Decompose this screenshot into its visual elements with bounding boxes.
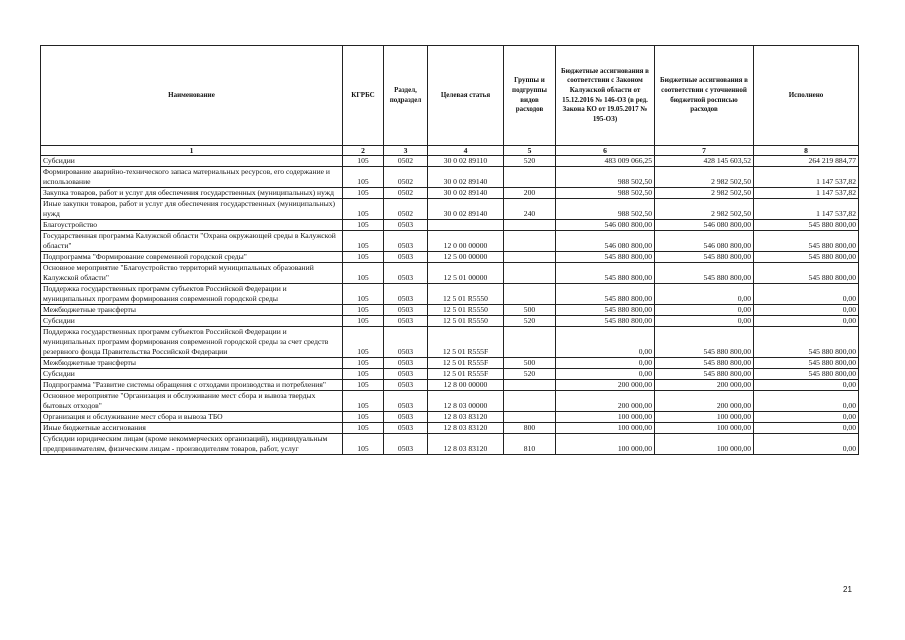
cell-group: 520 bbox=[504, 316, 556, 327]
cell-group bbox=[504, 252, 556, 263]
cell-group: 520 bbox=[504, 369, 556, 380]
table-row bbox=[41, 263, 859, 284]
column-number: 3 bbox=[384, 146, 428, 156]
cell-executed: 1 147 537,82 bbox=[754, 199, 859, 220]
cell-executed: 0,00 bbox=[754, 412, 859, 423]
header-law-allocations: Бюджетные ассигнования в соответствии с Законом Калужской области от 15.12.2016 № 146-ОЗ (в ред. Закона КО от 19.05.2017 № 195-ОЗ) bbox=[556, 46, 655, 146]
cell-executed: 0,00 bbox=[754, 423, 859, 434]
page-number: 21 bbox=[843, 585, 852, 594]
header-target: Целевая статья bbox=[428, 46, 504, 146]
cell-target: 12 5 00 00000 bbox=[428, 252, 504, 263]
cell-executed: 0,00 bbox=[754, 305, 859, 316]
cell-law-allocations: 988 502,50 bbox=[556, 188, 655, 199]
cell-target: 12 5 01 00000 bbox=[428, 263, 504, 284]
cell-name: Межбюджетные трансферты bbox=[41, 358, 343, 369]
table-row bbox=[41, 199, 859, 220]
table-body bbox=[41, 146, 859, 455]
column-number-row bbox=[41, 146, 859, 156]
table-row bbox=[41, 252, 859, 263]
column-number: 6 bbox=[556, 146, 655, 156]
cell-group bbox=[504, 231, 556, 252]
cell-target: 12 5 01 R555F bbox=[428, 327, 504, 358]
cell-group: 810 bbox=[504, 434, 556, 455]
cell-section: 0502 bbox=[384, 188, 428, 199]
table-row bbox=[41, 156, 859, 167]
cell-law-allocations: 100 000,00 bbox=[556, 423, 655, 434]
header-refined-allocations: Бюджетные ассигнования в соответствии с уточненной бюджетной росписью расходов bbox=[655, 46, 754, 146]
column-number: 7 bbox=[655, 146, 754, 156]
column-number: 1 bbox=[41, 146, 343, 156]
cell-executed: 0,00 bbox=[754, 434, 859, 455]
cell-kgrbs: 105 bbox=[343, 327, 384, 358]
table-row bbox=[41, 412, 859, 423]
cell-refined-allocations: 200 000,00 bbox=[655, 391, 754, 412]
cell-kgrbs: 105 bbox=[343, 316, 384, 327]
cell-section: 0503 bbox=[384, 252, 428, 263]
cell-group bbox=[504, 167, 556, 188]
cell-section: 0503 bbox=[384, 412, 428, 423]
cell-kgrbs: 105 bbox=[343, 391, 384, 412]
cell-law-allocations: 200 000,00 bbox=[556, 380, 655, 391]
cell-section: 0502 bbox=[384, 156, 428, 167]
cell-group bbox=[504, 380, 556, 391]
cell-refined-allocations: 200 000,00 bbox=[655, 380, 754, 391]
cell-group bbox=[504, 391, 556, 412]
cell-law-allocations: 483 009 066,25 bbox=[556, 156, 655, 167]
cell-kgrbs: 105 bbox=[343, 167, 384, 188]
cell-target: 12 8 00 00000 bbox=[428, 380, 504, 391]
table-row bbox=[41, 167, 859, 188]
cell-refined-allocations: 0,00 bbox=[655, 305, 754, 316]
cell-section: 0503 bbox=[384, 284, 428, 305]
cell-law-allocations: 200 000,00 bbox=[556, 391, 655, 412]
cell-group bbox=[504, 327, 556, 358]
cell-law-allocations: 545 880 800,00 bbox=[556, 316, 655, 327]
table-header bbox=[41, 46, 859, 146]
cell-refined-allocations: 545 880 800,00 bbox=[655, 263, 754, 284]
cell-executed: 0,00 bbox=[754, 380, 859, 391]
cell-law-allocations: 545 880 800,00 bbox=[556, 263, 655, 284]
cell-name: Субсидии bbox=[41, 316, 343, 327]
cell-law-allocations: 0,00 bbox=[556, 358, 655, 369]
cell-kgrbs: 105 bbox=[343, 434, 384, 455]
cell-target: 30 0 02 89140 bbox=[428, 167, 504, 188]
header-section: Раздел, подраздел bbox=[384, 46, 428, 146]
header-kgrbs: КГРБС bbox=[343, 46, 384, 146]
cell-target: 12 5 01 R555F bbox=[428, 369, 504, 380]
cell-kgrbs: 105 bbox=[343, 423, 384, 434]
cell-refined-allocations: 545 880 800,00 bbox=[655, 327, 754, 358]
cell-kgrbs: 105 bbox=[343, 369, 384, 380]
cell-kgrbs: 105 bbox=[343, 156, 384, 167]
cell-refined-allocations: 545 880 800,00 bbox=[655, 358, 754, 369]
cell-name: Межбюджетные трансферты bbox=[41, 305, 343, 316]
cell-executed: 545 880 800,00 bbox=[754, 231, 859, 252]
table-row bbox=[41, 423, 859, 434]
cell-name: Иные бюджетные ассигнования bbox=[41, 423, 343, 434]
cell-target: 12 5 01 R5550 bbox=[428, 316, 504, 327]
column-number: 5 bbox=[504, 146, 556, 156]
table-row bbox=[41, 231, 859, 252]
cell-section: 0503 bbox=[384, 391, 428, 412]
cell-name: Субсидии юридическим лицам (кроме некоммерческих организаций), индивидуальным предпринимателям, физическим лицам - производителям товаров, работ, услуг bbox=[41, 434, 343, 455]
cell-refined-allocations: 0,00 bbox=[655, 316, 754, 327]
cell-kgrbs: 105 bbox=[343, 412, 384, 423]
cell-refined-allocations: 428 145 603,52 bbox=[655, 156, 754, 167]
cell-section: 0503 bbox=[384, 380, 428, 391]
cell-kgrbs: 105 bbox=[343, 231, 384, 252]
cell-group: 500 bbox=[504, 358, 556, 369]
cell-section: 0503 bbox=[384, 358, 428, 369]
table-row bbox=[41, 188, 859, 199]
cell-section: 0503 bbox=[384, 220, 428, 231]
cell-executed: 545 880 800,00 bbox=[754, 263, 859, 284]
cell-executed: 0,00 bbox=[754, 284, 859, 305]
table-row bbox=[41, 434, 859, 455]
cell-law-allocations: 0,00 bbox=[556, 369, 655, 380]
cell-law-allocations: 0,00 bbox=[556, 327, 655, 358]
cell-refined-allocations: 100 000,00 bbox=[655, 423, 754, 434]
cell-law-allocations: 546 080 800,00 bbox=[556, 231, 655, 252]
cell-group bbox=[504, 412, 556, 423]
cell-group bbox=[504, 220, 556, 231]
cell-kgrbs: 105 bbox=[343, 284, 384, 305]
cell-section: 0503 bbox=[384, 231, 428, 252]
cell-law-allocations: 100 000,00 bbox=[556, 434, 655, 455]
cell-target bbox=[428, 220, 504, 231]
column-number: 2 bbox=[343, 146, 384, 156]
cell-group: 800 bbox=[504, 423, 556, 434]
table-row bbox=[41, 358, 859, 369]
cell-section: 0503 bbox=[384, 316, 428, 327]
cell-target: 12 5 01 R5550 bbox=[428, 284, 504, 305]
cell-name: Поддержка государственных программ субъектов Российской Федерации и муниципальных программ формирования современной городской среды за счет средств резервного фонда Правительства Российской Федерации bbox=[41, 327, 343, 358]
cell-name: Подпрограмма "Развитие системы обращения с отходами производства и потребления" bbox=[41, 380, 343, 391]
cell-executed: 545 880 800,00 bbox=[754, 252, 859, 263]
cell-section: 0503 bbox=[384, 369, 428, 380]
cell-target: 30 0 02 89110 bbox=[428, 156, 504, 167]
column-number: 8 bbox=[754, 146, 859, 156]
cell-section: 0502 bbox=[384, 199, 428, 220]
cell-refined-allocations: 2 982 502,50 bbox=[655, 199, 754, 220]
cell-section: 0503 bbox=[384, 434, 428, 455]
cell-target: 12 8 03 83120 bbox=[428, 412, 504, 423]
cell-refined-allocations: 2 982 502,50 bbox=[655, 188, 754, 199]
cell-kgrbs: 105 bbox=[343, 220, 384, 231]
cell-executed: 0,00 bbox=[754, 316, 859, 327]
cell-law-allocations: 988 502,50 bbox=[556, 167, 655, 188]
cell-target: 12 5 01 R5550 bbox=[428, 305, 504, 316]
cell-section: 0503 bbox=[384, 305, 428, 316]
cell-name: Субсидии bbox=[41, 156, 343, 167]
cell-target: 12 5 01 R555F bbox=[428, 358, 504, 369]
cell-kgrbs: 105 bbox=[343, 199, 384, 220]
cell-law-allocations: 545 880 800,00 bbox=[556, 284, 655, 305]
cell-name: Благоустройство bbox=[41, 220, 343, 231]
cell-group bbox=[504, 284, 556, 305]
cell-law-allocations: 100 000,00 bbox=[556, 412, 655, 423]
cell-law-allocations: 546 080 800,00 bbox=[556, 220, 655, 231]
cell-group: 520 bbox=[504, 156, 556, 167]
table-row bbox=[41, 305, 859, 316]
table-row bbox=[41, 380, 859, 391]
cell-kgrbs: 105 bbox=[343, 380, 384, 391]
cell-target: 30 0 02 89140 bbox=[428, 188, 504, 199]
cell-refined-allocations: 2 982 502,50 bbox=[655, 167, 754, 188]
budget-table bbox=[40, 45, 859, 455]
cell-executed: 545 880 800,00 bbox=[754, 327, 859, 358]
header-name: Наименование bbox=[41, 46, 343, 146]
cell-refined-allocations: 545 880 800,00 bbox=[655, 252, 754, 263]
table-row bbox=[41, 327, 859, 358]
cell-group: 200 bbox=[504, 188, 556, 199]
cell-name: Иные закупки товаров, работ и услуг для обеспечения государственных (муниципальных) нужд bbox=[41, 199, 343, 220]
cell-section: 0503 bbox=[384, 263, 428, 284]
cell-name: Поддержка государственных программ субъектов Российской Федерации и муниципальных программ формирования современной городской среды bbox=[41, 284, 343, 305]
cell-name: Организация и обслуживание мест сбора и вывоза ТБО bbox=[41, 412, 343, 423]
cell-section: 0503 bbox=[384, 423, 428, 434]
column-number: 4 bbox=[428, 146, 504, 156]
cell-group bbox=[504, 263, 556, 284]
cell-section: 0503 bbox=[384, 327, 428, 358]
cell-kgrbs: 105 bbox=[343, 358, 384, 369]
cell-refined-allocations: 100 000,00 bbox=[655, 412, 754, 423]
table-row bbox=[41, 284, 859, 305]
cell-name: Государственная программа Калужской области "Охрана окружающей среды в Калужской области" bbox=[41, 231, 343, 252]
header-group: Группы и подгруппы видов расходов bbox=[504, 46, 556, 146]
cell-law-allocations: 545 880 800,00 bbox=[556, 252, 655, 263]
cell-kgrbs: 105 bbox=[343, 263, 384, 284]
cell-law-allocations: 545 880 800,00 bbox=[556, 305, 655, 316]
cell-group: 240 bbox=[504, 199, 556, 220]
cell-kgrbs: 105 bbox=[343, 252, 384, 263]
cell-name: Формирование аварийно-технического запаса материальных ресурсов, его содержание и использование bbox=[41, 167, 343, 188]
header-executed: Исполнено bbox=[754, 46, 859, 146]
cell-group: 500 bbox=[504, 305, 556, 316]
cell-name: Основное мероприятие "Благоустройство территорий муниципальных образований Калужской области" bbox=[41, 263, 343, 284]
cell-kgrbs: 105 bbox=[343, 188, 384, 199]
cell-name: Закупка товаров, работ и услуг для обеспечения государственных (муниципальных) нужд bbox=[41, 188, 343, 199]
cell-refined-allocations: 0,00 bbox=[655, 284, 754, 305]
cell-executed: 1 147 537,82 bbox=[754, 167, 859, 188]
cell-target: 12 8 03 00000 bbox=[428, 391, 504, 412]
cell-executed: 0,00 bbox=[754, 391, 859, 412]
cell-name: Субсидии bbox=[41, 369, 343, 380]
table-row bbox=[41, 391, 859, 412]
table-row bbox=[41, 220, 859, 231]
cell-executed: 1 147 537,82 bbox=[754, 188, 859, 199]
cell-refined-allocations: 546 080 800,00 bbox=[655, 220, 754, 231]
cell-refined-allocations: 100 000,00 bbox=[655, 434, 754, 455]
cell-executed: 545 880 800,00 bbox=[754, 220, 859, 231]
cell-name: Подпрограмма "Формирование современной городской среды" bbox=[41, 252, 343, 263]
cell-refined-allocations: 545 880 800,00 bbox=[655, 369, 754, 380]
cell-kgrbs: 105 bbox=[343, 305, 384, 316]
cell-name: Основное мероприятие "Организация и обслуживание мест сбора и вывоза твердых бытовых отходов" bbox=[41, 391, 343, 412]
table-row bbox=[41, 316, 859, 327]
cell-executed: 545 880 800,00 bbox=[754, 369, 859, 380]
cell-law-allocations: 988 502,50 bbox=[556, 199, 655, 220]
cell-executed: 545 880 800,00 bbox=[754, 358, 859, 369]
cell-refined-allocations: 546 080 800,00 bbox=[655, 231, 754, 252]
cell-target: 12 0 00 00000 bbox=[428, 231, 504, 252]
cell-target: 12 8 03 83120 bbox=[428, 434, 504, 455]
cell-target: 12 8 03 83120 bbox=[428, 423, 504, 434]
table-row bbox=[41, 369, 859, 380]
cell-target: 30 0 02 89140 bbox=[428, 199, 504, 220]
cell-section: 0502 bbox=[384, 167, 428, 188]
cell-executed: 264 219 884,77 bbox=[754, 156, 859, 167]
